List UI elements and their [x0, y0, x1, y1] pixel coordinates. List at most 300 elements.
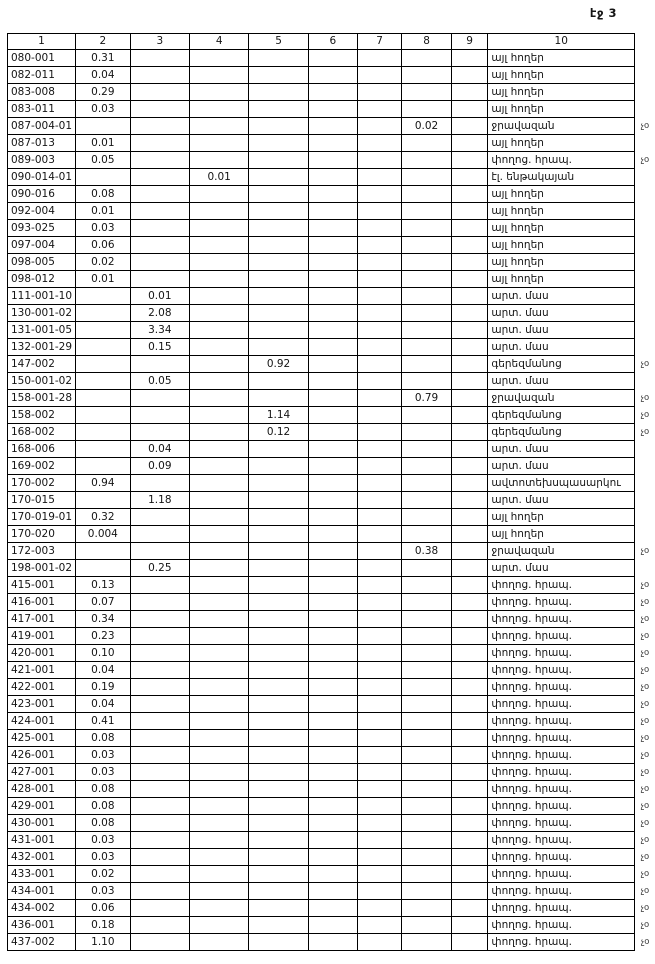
cell-col2: 0.06: [76, 237, 131, 254]
cell-col8: [402, 492, 452, 509]
cell-col6: [308, 118, 357, 135]
cell-col9: [451, 373, 488, 390]
cell-col5: 0.92: [249, 356, 308, 373]
cell-col3: [130, 679, 189, 696]
cell-col10: փողոց. հրապ.: [488, 832, 635, 849]
cell-col6: [308, 815, 357, 832]
margin-annotation: [634, 491, 655, 509]
cell-col9: [451, 594, 488, 611]
cell-col1: 087-004-01: [8, 118, 76, 135]
cell-col6: [308, 679, 357, 696]
margin-annotation: [634, 253, 655, 271]
cell-col8: [402, 781, 452, 798]
cell-col7: [357, 271, 401, 288]
column-header: 5: [249, 34, 308, 50]
cell-col6: [308, 458, 357, 475]
cell-col1: 436-001: [8, 917, 76, 934]
cell-col1: 097-004: [8, 237, 76, 254]
cell-col1: 132-001-29: [8, 339, 76, 356]
cell-col5: [249, 832, 308, 849]
table-row: [8, 220, 655, 237]
cell-col9: [451, 628, 488, 645]
cell-col5: [249, 764, 308, 781]
cell-col1: 168-002: [8, 424, 76, 441]
cell-col3: [130, 118, 189, 135]
cell-col7: [357, 611, 401, 628]
cell-col10: այլ հողեր: [488, 101, 635, 118]
margin-annotation: չօ: [639, 868, 650, 879]
cell-col3: 3.34: [130, 322, 189, 339]
column-header: 6: [308, 34, 357, 50]
column-header: 3: [130, 34, 189, 50]
cell-col10: փողոց. հրապ.: [488, 934, 635, 951]
cell-col7: [357, 594, 401, 611]
cell-col8: [402, 730, 452, 747]
cell-col3: [130, 611, 189, 628]
cell-col3: [130, 169, 189, 186]
cell-col1: 423-001: [8, 696, 76, 713]
cell-col1: 198-001-02: [8, 560, 76, 577]
cell-col7: [357, 305, 401, 322]
cell-col4: [190, 390, 249, 407]
cell-col5: [249, 730, 308, 747]
cell-col3: [130, 254, 189, 271]
cell-col2: [76, 322, 131, 339]
table-row: [8, 849, 655, 866]
margin-annotation: [634, 219, 655, 237]
cell-col7: [357, 441, 401, 458]
cell-col2: [76, 169, 131, 186]
table-row: [8, 628, 655, 645]
cell-col1: 172-003: [8, 543, 76, 560]
cell-col5: [249, 509, 308, 526]
table-row: [8, 730, 655, 747]
cell-col2: 0.08: [76, 186, 131, 203]
cell-col10: այլ հողեր: [488, 220, 635, 237]
column-header: 4: [190, 34, 249, 50]
cell-col10: փողոց. հրապ.: [488, 781, 635, 798]
cell-col3: [130, 832, 189, 849]
cell-col9: [451, 713, 488, 730]
margin-annotation: [634, 559, 655, 577]
cell-col4: [190, 475, 249, 492]
cell-col5: [249, 203, 308, 220]
cell-col5: [249, 781, 308, 798]
cell-col4: [190, 305, 249, 322]
cell-col5: [249, 186, 308, 203]
table-row: [8, 118, 655, 135]
cell-col6: [308, 288, 357, 305]
cell-col9: [451, 322, 488, 339]
cell-col10: փողոց. հրապ.: [488, 713, 635, 730]
cell-col1: 093-025: [8, 220, 76, 237]
cell-col10: փողոց. հրապ.: [488, 815, 635, 832]
cell-col6: [308, 237, 357, 254]
cell-col4: [190, 611, 249, 628]
cell-col6: [308, 883, 357, 900]
cell-col4: [190, 866, 249, 883]
cell-col2: 0.31: [76, 50, 131, 67]
cell-col1: 158-002: [8, 407, 76, 424]
cell-col3: [130, 662, 189, 679]
cell-col8: [402, 424, 452, 441]
cell-col4: [190, 220, 249, 237]
cell-col9: [451, 730, 488, 747]
cell-col9: [451, 390, 488, 407]
cell-col7: [357, 237, 401, 254]
cell-col2: 0.03: [76, 764, 131, 781]
cell-col9: [451, 492, 488, 509]
land-registry-table: [7, 33, 655, 951]
cell-col10: փողոց. հրապ.: [488, 917, 635, 934]
cell-col8: [402, 917, 452, 934]
margin-annotation: չօ: [639, 698, 650, 709]
cell-col6: [308, 492, 357, 509]
margin-annotation: չօ: [639, 426, 650, 437]
cell-col2: 0.03: [76, 747, 131, 764]
cell-col7: [357, 628, 401, 645]
cell-col1: 437-002: [8, 934, 76, 951]
cell-col8: [402, 883, 452, 900]
cell-col1: 168-006: [8, 441, 76, 458]
table-row: [8, 339, 655, 356]
cell-col5: [249, 594, 308, 611]
cell-col2: 0.03: [76, 849, 131, 866]
column-header: 10: [488, 34, 635, 50]
margin-annotation: [634, 321, 655, 339]
table-row: [8, 152, 655, 169]
cell-col8: [402, 832, 452, 849]
cell-col3: [130, 781, 189, 798]
table-row: [8, 645, 655, 662]
cell-col10: արտ. մաս: [488, 322, 635, 339]
cell-col7: [357, 152, 401, 169]
cell-col10: փողոց. հրապ.: [488, 662, 635, 679]
cell-col9: [451, 220, 488, 237]
cell-col2: 0.34: [76, 611, 131, 628]
margin-annotation: չօ: [639, 800, 650, 811]
margin-annotation: [634, 287, 655, 305]
cell-col1: 422-001: [8, 679, 76, 696]
table-row: [8, 458, 655, 475]
cell-col10: գերեզմանոց: [488, 407, 635, 424]
cell-col4: [190, 730, 249, 747]
cell-col10: ջրավազան: [488, 390, 635, 407]
cell-col4: [190, 339, 249, 356]
cell-col2: 0.04: [76, 67, 131, 84]
cell-col4: [190, 798, 249, 815]
cell-col6: [308, 577, 357, 594]
cell-col1: 430-001: [8, 815, 76, 832]
cell-col9: [451, 135, 488, 152]
margin-annotation: չօ: [639, 834, 650, 845]
cell-col9: [451, 543, 488, 560]
cell-col6: [308, 781, 357, 798]
table-row: [8, 866, 655, 883]
cell-col9: [451, 509, 488, 526]
cell-col8: [402, 900, 452, 917]
margin-annotation: [634, 457, 655, 475]
cell-col5: [249, 883, 308, 900]
margin-annotation: չօ: [639, 409, 650, 420]
cell-col5: [249, 441, 308, 458]
cell-col9: [451, 203, 488, 220]
cell-col7: [357, 339, 401, 356]
cell-col5: [249, 169, 308, 186]
margin-annotation: չօ: [639, 766, 650, 777]
cell-col3: [130, 526, 189, 543]
cell-col7: [357, 101, 401, 118]
cell-col9: [451, 645, 488, 662]
cell-col1: 131-001-05: [8, 322, 76, 339]
cell-col9: [451, 356, 488, 373]
cell-col8: [402, 764, 452, 781]
cell-col4: [190, 288, 249, 305]
cell-col8: [402, 203, 452, 220]
table-row: [8, 679, 655, 696]
margin-annotation: [634, 270, 655, 288]
cell-col10: փողոց. հրապ.: [488, 883, 635, 900]
cell-col1: 429-001: [8, 798, 76, 815]
cell-col2: 0.03: [76, 220, 131, 237]
cell-col10: այլ հողեր: [488, 526, 635, 543]
cell-col4: [190, 900, 249, 917]
cell-col2: 1.10: [76, 934, 131, 951]
cell-col2: 0.08: [76, 798, 131, 815]
table-row: [8, 169, 655, 186]
cell-col2: 0.01: [76, 135, 131, 152]
cell-col10: արտ. մաս: [488, 373, 635, 390]
cell-col5: [249, 67, 308, 84]
margin-annotation: չօ: [639, 885, 650, 896]
cell-col1: 170-002: [8, 475, 76, 492]
cell-col7: [357, 169, 401, 186]
cell-col1: 420-001: [8, 645, 76, 662]
table-row: [8, 254, 655, 271]
cell-col6: [308, 390, 357, 407]
cell-col4: [190, 764, 249, 781]
table-row: [8, 305, 655, 322]
cell-col4: [190, 186, 249, 203]
cell-col2: 0.07: [76, 594, 131, 611]
table-row: [8, 203, 655, 220]
cell-col7: [357, 645, 401, 662]
table-row: [8, 662, 655, 679]
cell-col1: 169-002: [8, 458, 76, 475]
cell-col7: [357, 288, 401, 305]
cell-col6: [308, 645, 357, 662]
cell-col4: 0.01: [190, 169, 249, 186]
margin-annotation: չօ: [639, 664, 650, 675]
cell-col1: 433-001: [8, 866, 76, 883]
cell-col7: [357, 492, 401, 509]
cell-col10: այլ հողեր: [488, 186, 635, 203]
cell-col6: [308, 934, 357, 951]
cell-col4: [190, 492, 249, 509]
cell-col5: [249, 628, 308, 645]
cell-col5: [249, 543, 308, 560]
cell-col10: փողոց. հրապ.: [488, 764, 635, 781]
cell-col1: 089-003: [8, 152, 76, 169]
cell-col1: 431-001: [8, 832, 76, 849]
cell-col6: [308, 135, 357, 152]
margin-annotation: [634, 202, 655, 220]
cell-col3: [130, 407, 189, 424]
cell-col1: 421-001: [8, 662, 76, 679]
cell-col10: փողոց. հրապ.: [488, 611, 635, 628]
cell-col2: 0.06: [76, 900, 131, 917]
cell-col2: [76, 543, 131, 560]
cell-col3: [130, 577, 189, 594]
table-row: [8, 832, 655, 849]
cell-col10: այլ հողեր: [488, 203, 635, 220]
cell-col5: [249, 662, 308, 679]
cell-col9: [451, 917, 488, 934]
cell-col3: [130, 390, 189, 407]
cell-col3: [130, 900, 189, 917]
margin-annotation: [634, 49, 655, 67]
cell-col4: [190, 594, 249, 611]
cell-col6: [308, 798, 357, 815]
cell-col10: արտ. մաս: [488, 560, 635, 577]
cell-col3: [130, 237, 189, 254]
table-row: [8, 492, 655, 509]
cell-col8: [402, 84, 452, 101]
cell-col10: այլ հողեր: [488, 509, 635, 526]
cell-col5: [249, 84, 308, 101]
margin-annotation: չօ: [639, 154, 650, 165]
cell-col4: [190, 781, 249, 798]
table-row: [8, 84, 655, 101]
cell-col10: ջրավազան: [488, 543, 635, 560]
cell-col6: [308, 424, 357, 441]
cell-col8: [402, 611, 452, 628]
cell-col2: [76, 424, 131, 441]
cell-col10: փողոց. հրապ.: [488, 849, 635, 866]
cell-col4: [190, 832, 249, 849]
cell-col3: 0.01: [130, 288, 189, 305]
cell-col6: [308, 917, 357, 934]
cell-col8: [402, 339, 452, 356]
cell-col5: [249, 220, 308, 237]
cell-col1: 427-001: [8, 764, 76, 781]
cell-col8: [402, 475, 452, 492]
margin-annotation: չօ: [639, 647, 650, 658]
cell-col2: 0.03: [76, 101, 131, 118]
cell-col3: [130, 152, 189, 169]
cell-col2: [76, 373, 131, 390]
cell-col6: [308, 730, 357, 747]
cell-col8: [402, 101, 452, 118]
margin-annotation: չօ: [639, 749, 650, 760]
cell-col1: 424-001: [8, 713, 76, 730]
cell-col6: [308, 305, 357, 322]
cell-col9: [451, 866, 488, 883]
cell-col5: [249, 118, 308, 135]
margin-annotation: [634, 236, 655, 254]
cell-col7: [357, 679, 401, 696]
margin-annotation: չօ: [639, 902, 650, 913]
cell-col4: [190, 237, 249, 254]
cell-col10: փողոց. հրապ.: [488, 900, 635, 917]
cell-col4: [190, 407, 249, 424]
cell-col10: փողոց. հրապ.: [488, 679, 635, 696]
table-row: [8, 883, 655, 900]
cell-col10: փողոց. հրապ.: [488, 747, 635, 764]
table-row: [8, 934, 655, 951]
cell-col1: 170-015: [8, 492, 76, 509]
cell-col7: [357, 764, 401, 781]
cell-col7: [357, 424, 401, 441]
cell-col4: [190, 424, 249, 441]
column-header: 2: [76, 34, 131, 50]
table-row: [8, 577, 655, 594]
cell-col10: ավտոտեխսպասարկու: [488, 475, 635, 492]
cell-col6: [308, 186, 357, 203]
cell-col5: [249, 254, 308, 271]
column-header: 7: [357, 34, 401, 50]
table-header-row: [8, 34, 655, 50]
cell-col7: [357, 526, 401, 543]
cell-col2: 0.08: [76, 730, 131, 747]
cell-col5: [249, 900, 308, 917]
cell-col10: փողոց. հրապ.: [488, 577, 635, 594]
cell-col1: 416-001: [8, 594, 76, 611]
cell-col5: [249, 458, 308, 475]
cell-col7: [357, 118, 401, 135]
cell-col2: 0.03: [76, 832, 131, 849]
cell-col7: [357, 67, 401, 84]
cell-col3: 2.08: [130, 305, 189, 322]
cell-col1: 098-005: [8, 254, 76, 271]
margin-annotation: չօ: [639, 120, 650, 131]
cell-col7: [357, 900, 401, 917]
cell-col4: [190, 118, 249, 135]
margin-annotation: չօ: [639, 783, 650, 794]
cell-col3: [130, 543, 189, 560]
cell-col8: [402, 696, 452, 713]
table-row: [8, 101, 655, 118]
cell-col9: [451, 271, 488, 288]
cell-col7: [357, 917, 401, 934]
cell-col8: [402, 67, 452, 84]
cell-col10: գերեզմանոց: [488, 424, 635, 441]
cell-col9: [451, 458, 488, 475]
cell-col3: [130, 645, 189, 662]
cell-col2: 0.10: [76, 645, 131, 662]
cell-col2: [76, 560, 131, 577]
cell-col2: 0.19: [76, 679, 131, 696]
cell-col7: [357, 509, 401, 526]
cell-col5: [249, 577, 308, 594]
cell-col5: [249, 815, 308, 832]
cell-col7: [357, 458, 401, 475]
cell-col5: [249, 305, 308, 322]
cell-col10: այլ հողեր: [488, 84, 635, 101]
margin-annotation: [634, 474, 655, 492]
cell-col1: 170-019-01: [8, 509, 76, 526]
cell-col6: [308, 475, 357, 492]
cell-col2: 0.04: [76, 696, 131, 713]
cell-col4: [190, 373, 249, 390]
cell-col3: [130, 84, 189, 101]
cell-col8: [402, 509, 452, 526]
cell-col5: [249, 917, 308, 934]
cell-col1: 434-002: [8, 900, 76, 917]
cell-col1: 150-001-02: [8, 373, 76, 390]
cell-col8: [402, 254, 452, 271]
cell-col8: [402, 135, 452, 152]
